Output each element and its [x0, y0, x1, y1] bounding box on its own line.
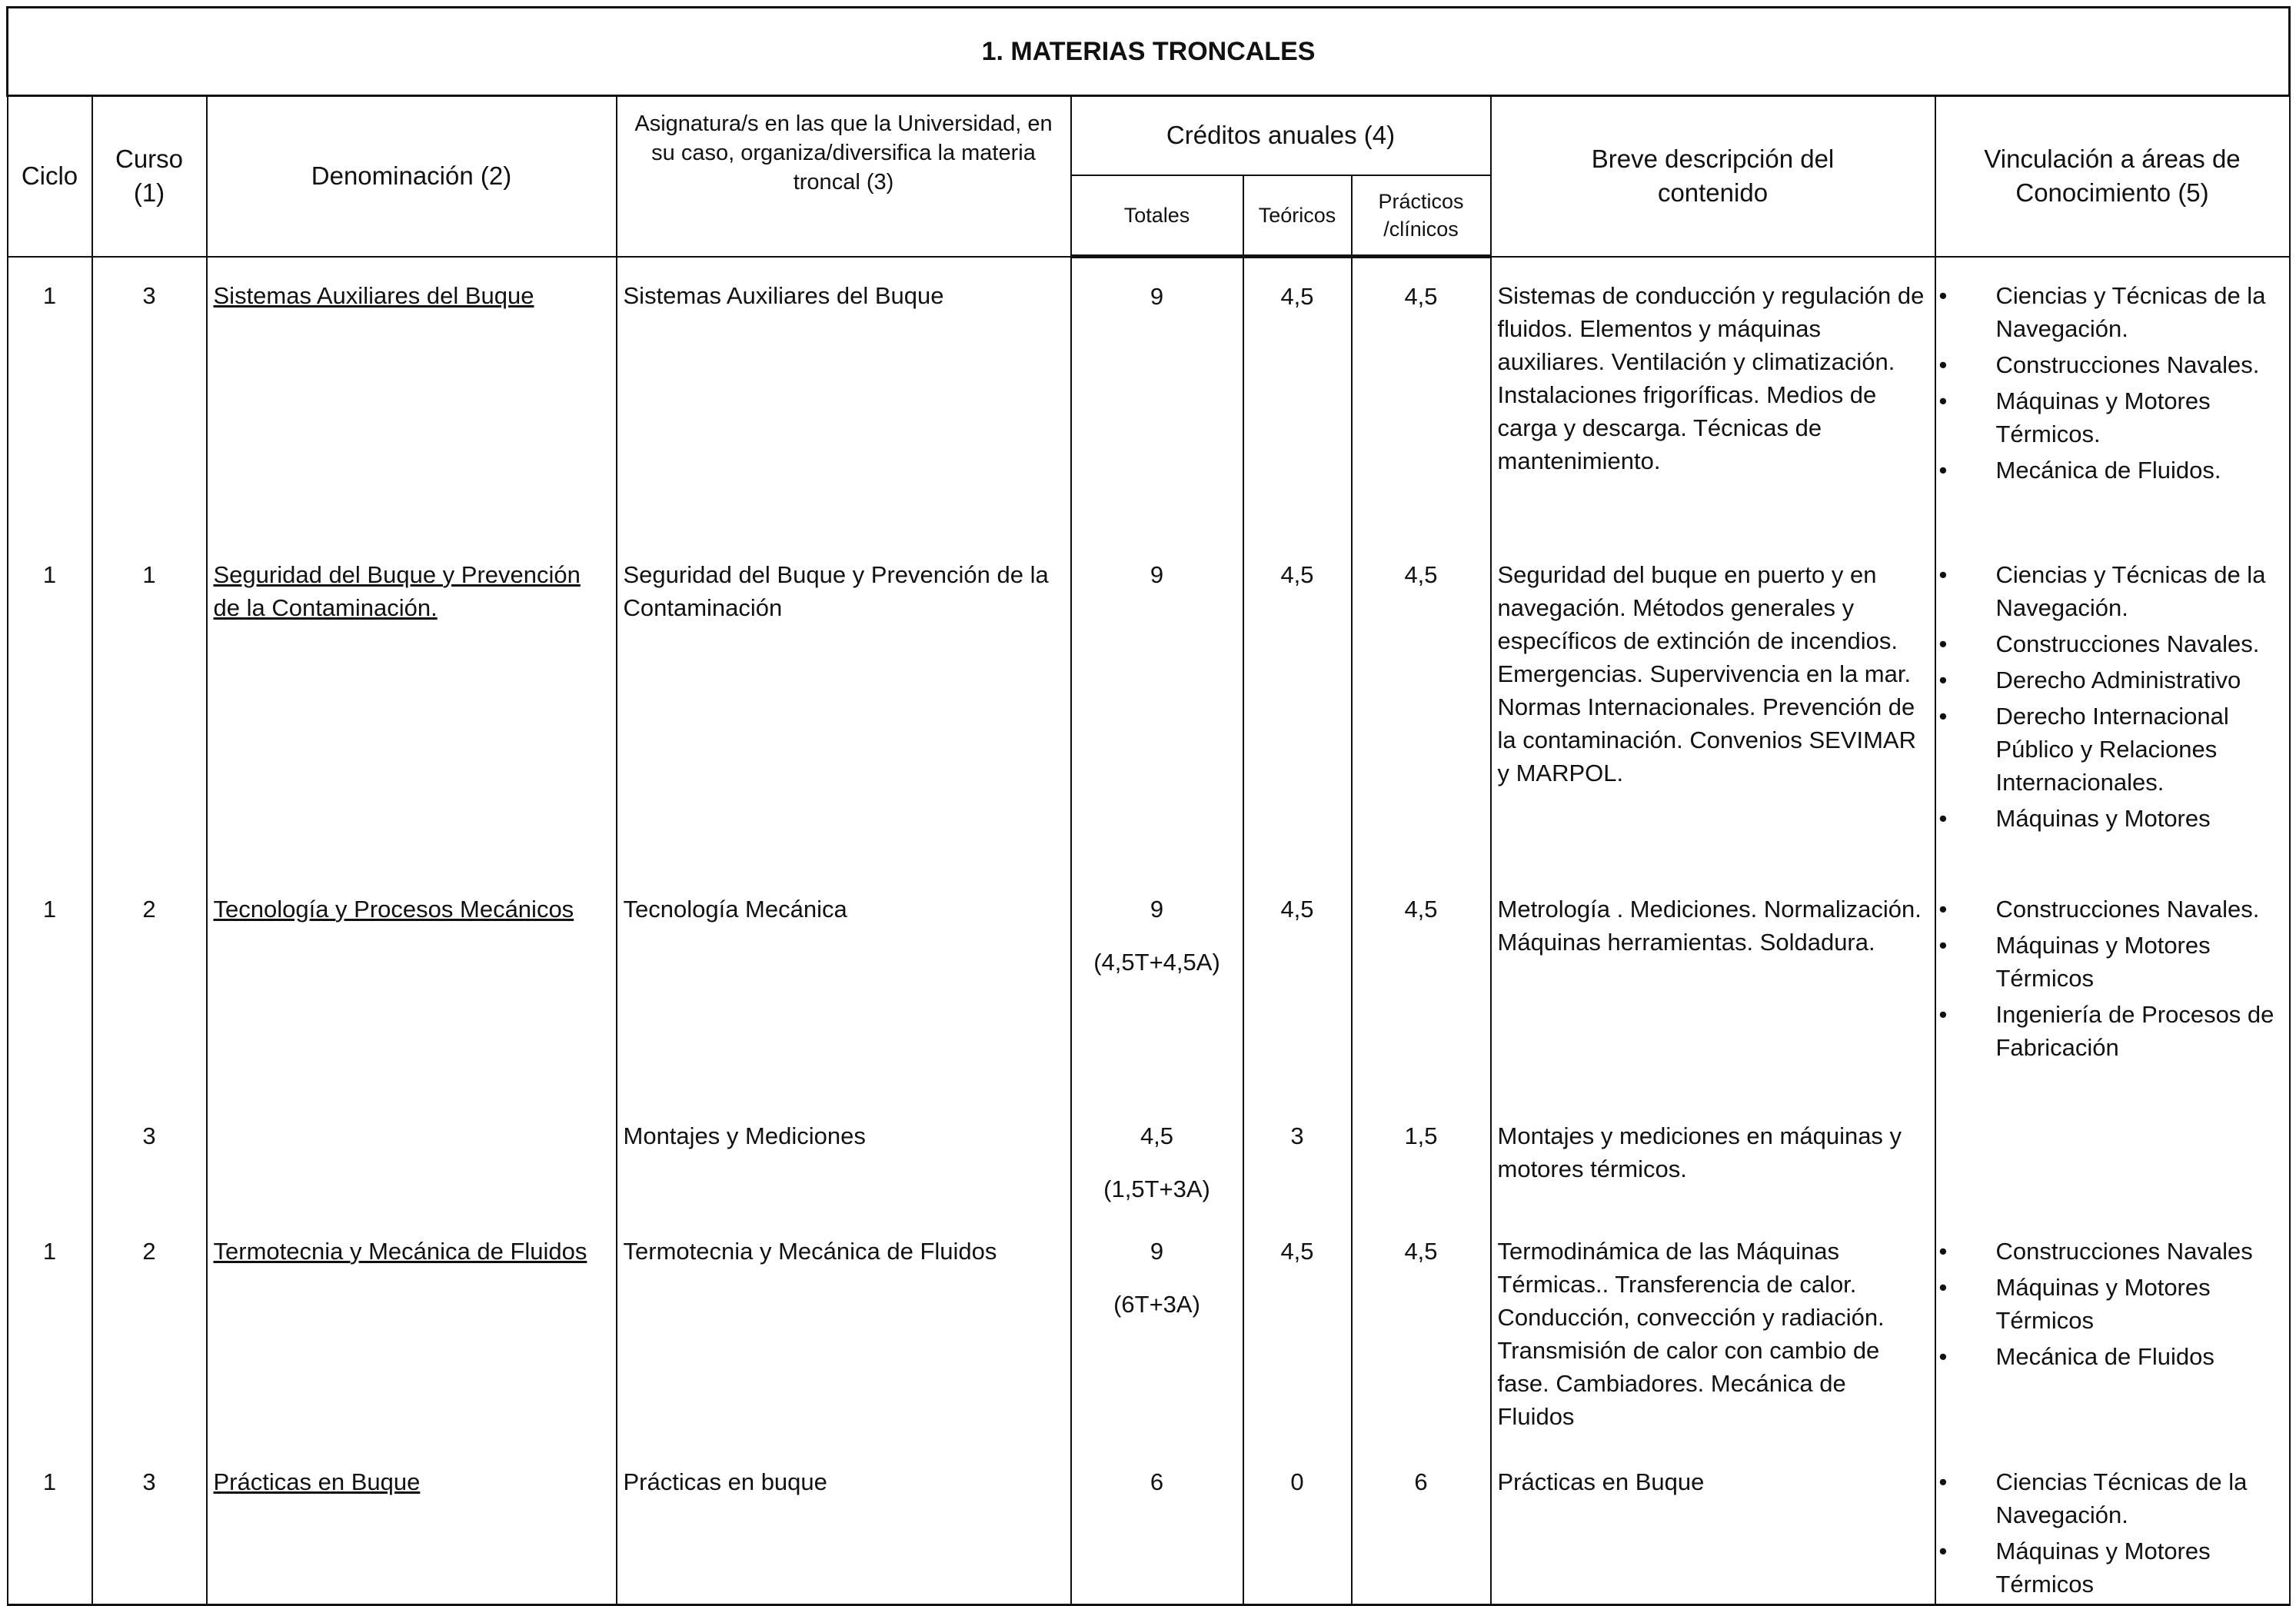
area-item: • Construcciones Navales. — [1936, 348, 2283, 381]
totales-breakdown: (6T+3A) — [1113, 1290, 1200, 1318]
totales-cell-text: 9 — [1150, 560, 1164, 588]
denominacion-cell — [207, 257, 617, 537]
areas-list — [1936, 558, 2283, 835]
totales-cell-text: 9 — [1150, 283, 1164, 310]
denominacion-cell — [207, 1213, 617, 1444]
area-item: • Máquinas y Motores Térmicos. — [1936, 384, 2283, 451]
teoricos-cell-text: 0 — [1290, 1468, 1304, 1495]
area-item: • Derecho Administrativo — [1936, 663, 2283, 697]
ciclo-cell-text: 1 — [42, 895, 57, 923]
descripcion-cell-text: Prácticas en Buque — [1497, 1468, 1705, 1495]
descripcion-cell — [1491, 257, 1935, 537]
curso-cell — [92, 537, 207, 871]
area-item: • Máquinas y Motores — [1936, 802, 2283, 835]
table-title: 1. MATERIAS TRONCALES — [8, 8, 2290, 96]
areas-cell — [1935, 1213, 2290, 1444]
asignatura-cell — [617, 257, 1071, 537]
totales-cell-text: 9 — [1150, 895, 1164, 923]
teoricos-cell — [1243, 537, 1352, 871]
practicos-cell — [1352, 871, 1491, 1098]
teoricos-cell-text: 4,5 — [1280, 1237, 1314, 1265]
curso-cell-text: 2 — [142, 895, 156, 923]
totales-cell-text: 9 — [1150, 1237, 1164, 1265]
practicos-cell-text: 4,5 — [1404, 283, 1438, 310]
teoricos-cell — [1243, 1444, 1352, 1605]
curso-cell — [92, 1213, 207, 1444]
practicos-cell — [1352, 1098, 1491, 1213]
totales-cell — [1071, 257, 1243, 537]
denominacion-cell-text[interactable]: Seguridad del Buque y Prevención de la Contaminación. — [213, 560, 581, 621]
ciclo-cell — [8, 871, 92, 1098]
denominacion-cell — [207, 1098, 617, 1213]
asignatura-cell-text: Seguridad del Buque y Prevención de la Contaminación — [623, 560, 1049, 621]
area-item: • Ciencias y Técnicas de la Navegación. — [1936, 558, 2283, 624]
area-item: • Construcciones Navales — [1936, 1235, 2283, 1268]
area-item: • Mecánica de Fluidos. — [1936, 454, 2283, 487]
areas-cell — [1935, 257, 2290, 537]
asignatura-cell-text: Prácticas en buque — [623, 1468, 827, 1495]
header-creditos: Créditos anuales (4) — [1071, 96, 1491, 175]
ciclo-cell — [8, 1098, 92, 1213]
teoricos-cell-text: 4,5 — [1280, 560, 1314, 588]
teoricos-cell — [1243, 1098, 1352, 1213]
totales-cell-text: 6 — [1150, 1468, 1164, 1495]
curso-cell — [92, 1098, 207, 1213]
table-row — [8, 537, 2290, 871]
practicos-cell-text: 1,5 — [1404, 1122, 1438, 1149]
table-row — [8, 1098, 2290, 1213]
materias-troncales-table — [6, 6, 2291, 1606]
asignatura-cell — [617, 537, 1071, 871]
asignatura-cell-text: Montajes y Mediciones — [623, 1122, 866, 1149]
ciclo-cell — [8, 1213, 92, 1444]
ciclo-cell — [8, 257, 92, 537]
ciclo-cell-text: 1 — [42, 1237, 57, 1265]
areas-cell — [1935, 1098, 2290, 1213]
area-item: • Construcciones Navales. — [1936, 627, 2283, 660]
practicos-cell — [1352, 537, 1491, 871]
curso-cell — [92, 1444, 207, 1605]
curso-cell-text: 3 — [142, 1122, 156, 1149]
descripcion-cell-text: Seguridad del buque en puerto y en navegación. Métodos generales y específicos de extinción de incendios. Emergencias. Supervivencia en la mar. Normas Internacionales. Prevención de la contaminación. Convenios SEVIMAR y MARPOL. — [1497, 560, 1916, 786]
area-item: • Ingeniería de Procesos de Fabricación — [1936, 998, 2283, 1064]
totales-cell — [1071, 1213, 1243, 1444]
descripcion-cell — [1491, 1213, 1935, 1444]
ciclo-cell-text: 1 — [42, 281, 57, 309]
denominacion-cell — [207, 871, 617, 1098]
totales-cell — [1071, 537, 1243, 871]
areas-cell — [1935, 537, 2290, 871]
area-item: • Máquinas y Motores Térmicos — [1936, 1535, 2283, 1601]
asignatura-cell — [617, 1098, 1071, 1213]
area-item: • Derecho Internacional Público y Relaciones Internacionales. — [1936, 700, 2283, 799]
header-teoricos: Teóricos — [1243, 175, 1352, 257]
area-item: • Máquinas y Motores Térmicos — [1936, 1271, 2283, 1337]
teoricos-cell — [1243, 1213, 1352, 1444]
asignatura-cell-text: Termotecnia y Mecánica de Fluidos — [623, 1237, 997, 1265]
header-totales: Totales — [1071, 175, 1243, 257]
asignatura-cell — [617, 871, 1071, 1098]
area-item: • Máquinas y Motores Térmicos — [1936, 929, 2283, 995]
practicos-cell-text: 4,5 — [1404, 1237, 1438, 1265]
denominacion-cell — [207, 1444, 617, 1605]
areas-list — [1936, 893, 2283, 1064]
curso-cell-text: 1 — [142, 560, 156, 588]
area-item: • Construcciones Navales. — [1936, 893, 2283, 926]
practicos-cell-text: 4,5 — [1404, 895, 1438, 923]
areas-cell — [1935, 871, 2290, 1098]
descripcion-cell — [1491, 1444, 1935, 1605]
header-curso: Curso (1) — [92, 96, 207, 257]
table-row — [8, 1444, 2290, 1605]
practicos-cell-text: 6 — [1414, 1468, 1428, 1495]
area-item: • Ciencias Técnicas de la Navegación. — [1936, 1465, 2283, 1531]
area-item: • Mecánica de Fluidos — [1936, 1340, 2283, 1373]
practicos-cell-text: 4,5 — [1404, 560, 1438, 588]
descripcion-cell-text: Sistemas de conducción y regulación de fluidos. Elementos y máquinas auxiliares. Ventilación y climatización. Instalaciones frigoríficas. Medios de carga y descarga. Técnicas de mantenimiento. — [1497, 281, 1925, 474]
teoricos-cell-text: 3 — [1290, 1122, 1304, 1149]
table-row — [8, 871, 2290, 1098]
header-denominacion: Denominación (2) — [207, 96, 617, 257]
descripcion-cell — [1491, 537, 1935, 871]
curso-cell — [92, 257, 207, 537]
table-row — [8, 1213, 2290, 1444]
header-asignatura: Asignatura/s en las que la Universidad, en su caso, organiza/diversifica la materia troncal (3) — [617, 96, 1071, 257]
totales-breakdown: (4,5T+4,5A) — [1093, 948, 1220, 976]
teoricos-cell — [1243, 871, 1352, 1098]
table-row — [8, 257, 2290, 537]
curso-cell-text: 3 — [142, 281, 156, 309]
asignatura-cell — [617, 1444, 1071, 1605]
descripcion-cell-text: Montajes y mediciones en máquinas y motores térmicos. — [1497, 1122, 1902, 1182]
ciclo-cell — [8, 1444, 92, 1605]
asignatura-cell-text: Sistemas Auxiliares del Buque — [623, 281, 944, 309]
descripcion-cell-text: Termodinámica de las Máquinas Térmicas.. Transferencia de calor. Conducción, convección y radiación. Transmisión de calor con cambio de fase. Cambiadores. Mecánica de Fluidos — [1497, 1237, 1885, 1430]
header-ciclo: Ciclo — [8, 96, 92, 257]
teoricos-cell — [1243, 257, 1352, 537]
denominacion-cell-text[interactable]: Termotecnia y Mecánica de Fluidos — [213, 1237, 587, 1265]
denominacion-cell-text[interactable]: Sistemas Auxiliares del Buque — [213, 281, 534, 309]
teoricos-cell-text: 4,5 — [1280, 283, 1314, 310]
ciclo-cell-text: 1 — [42, 560, 57, 588]
practicos-cell — [1352, 257, 1491, 537]
header-vinculacion: Vinculación a áreas de Conocimiento (5) — [1935, 96, 2290, 257]
totales-cell-text: 4,5 — [1140, 1122, 1174, 1149]
header-practicos: Prácticos /clínicos — [1352, 175, 1491, 257]
totales-breakdown: (1,5T+3A) — [1103, 1175, 1210, 1202]
denominacion-cell — [207, 537, 617, 871]
denominacion-cell-text[interactable]: Prácticas en Buque — [213, 1468, 421, 1495]
curso-cell-text: 3 — [142, 1468, 156, 1495]
descripcion-cell — [1491, 1098, 1935, 1213]
ciclo-cell-text: 1 — [42, 1468, 57, 1495]
practicos-cell — [1352, 1444, 1491, 1605]
areas-list — [1936, 1465, 2283, 1601]
asignatura-cell — [617, 1213, 1071, 1444]
area-item: • Ciencias y Técnicas de la Navegación. — [1936, 279, 2283, 345]
asignatura-cell-text: Tecnología Mecánica — [623, 895, 847, 923]
header-descripcion: Breve descripción del contenido — [1491, 96, 1935, 257]
totales-cell — [1071, 1098, 1243, 1213]
denominacion-cell-text[interactable]: Tecnología y Procesos Mecánicos — [213, 895, 574, 923]
areas-list — [1936, 1235, 2283, 1373]
practicos-cell — [1352, 1213, 1491, 1444]
teoricos-cell-text: 4,5 — [1280, 895, 1314, 923]
areas-cell — [1935, 1444, 2290, 1605]
descripcion-cell-text: Metrología . Mediciones. Normalización. Máquinas herramientas. Soldadura. — [1497, 895, 1922, 956]
curso-cell — [92, 871, 207, 1098]
totales-cell — [1071, 1444, 1243, 1605]
ciclo-cell — [8, 537, 92, 871]
descripcion-cell — [1491, 871, 1935, 1098]
totales-cell — [1071, 871, 1243, 1098]
areas-list — [1936, 279, 2283, 487]
curso-cell-text: 2 — [142, 1237, 156, 1265]
